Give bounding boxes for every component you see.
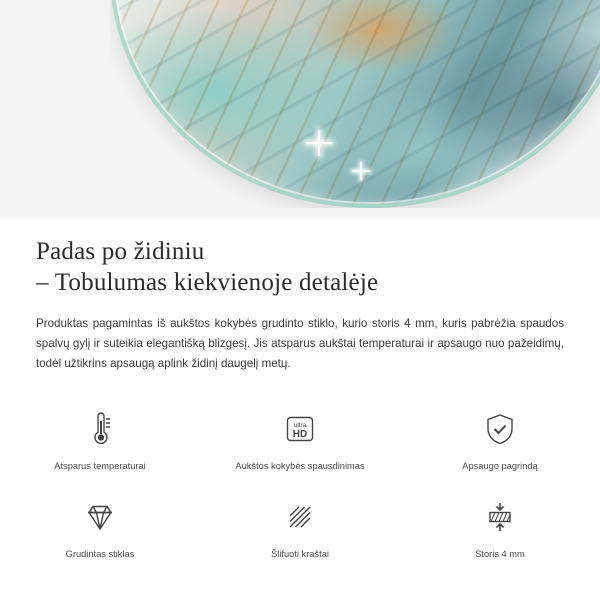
headline-line-2: – Tobulumas kiekvienoje detalėje	[36, 269, 379, 296]
shield-check-icon	[477, 406, 523, 452]
feature-grid	[0, 400, 600, 576]
feature-item-polished-edges	[200, 488, 400, 576]
hero-image	[0, 0, 600, 218]
feature-item-tempered-glass	[0, 488, 200, 576]
description-paragraph: Produktas pagamintas iš aukštos kokybės grudinto stiklo, kurio storis 4 mm, kuris pabrėžia spaudos spalvų gylį ir suteikia elegantišką blizgesį. Jis atsparus aukštai temperaturai ir apsaugo nuo pažeidimų, todėl užtikrins apsaugą aplink židinį daugelį metų.	[36, 317, 564, 370]
feature-item-temperature-resistant	[0, 400, 200, 488]
feature-label: Grudintas stiklas	[65, 549, 135, 559]
content-block	[0, 218, 600, 374]
feature-label: Atsparus temperaturai	[54, 461, 146, 471]
feature-label: Aukštos kokybės spausdinimas	[235, 461, 365, 471]
feature-label: Šlifuoti kraštai	[271, 549, 329, 559]
polished-edges-icon	[277, 494, 323, 540]
feature-item-thickness	[400, 488, 600, 576]
marble-glass-disc	[110, 0, 600, 208]
feature-item-surface-protection	[400, 400, 600, 488]
feature-label: Apsaugo pagrindą	[462, 461, 538, 471]
ultra-hd-icon	[277, 406, 323, 452]
product-disc-wrapper	[110, 0, 600, 208]
thickness-arrows-icon	[477, 494, 523, 540]
feature-label: Storis 4 mm	[475, 549, 525, 559]
diamond-icon	[77, 494, 123, 540]
svg-text:HD: HD	[292, 429, 308, 440]
headline-line-1: Padas po židiniu	[36, 238, 205, 265]
feature-item-print-quality	[200, 400, 400, 488]
glass-edge	[110, 0, 600, 208]
svg-text:ultra: ultra	[293, 422, 307, 429]
page-title	[0, 218, 600, 298]
thermometer-icon	[77, 406, 123, 452]
